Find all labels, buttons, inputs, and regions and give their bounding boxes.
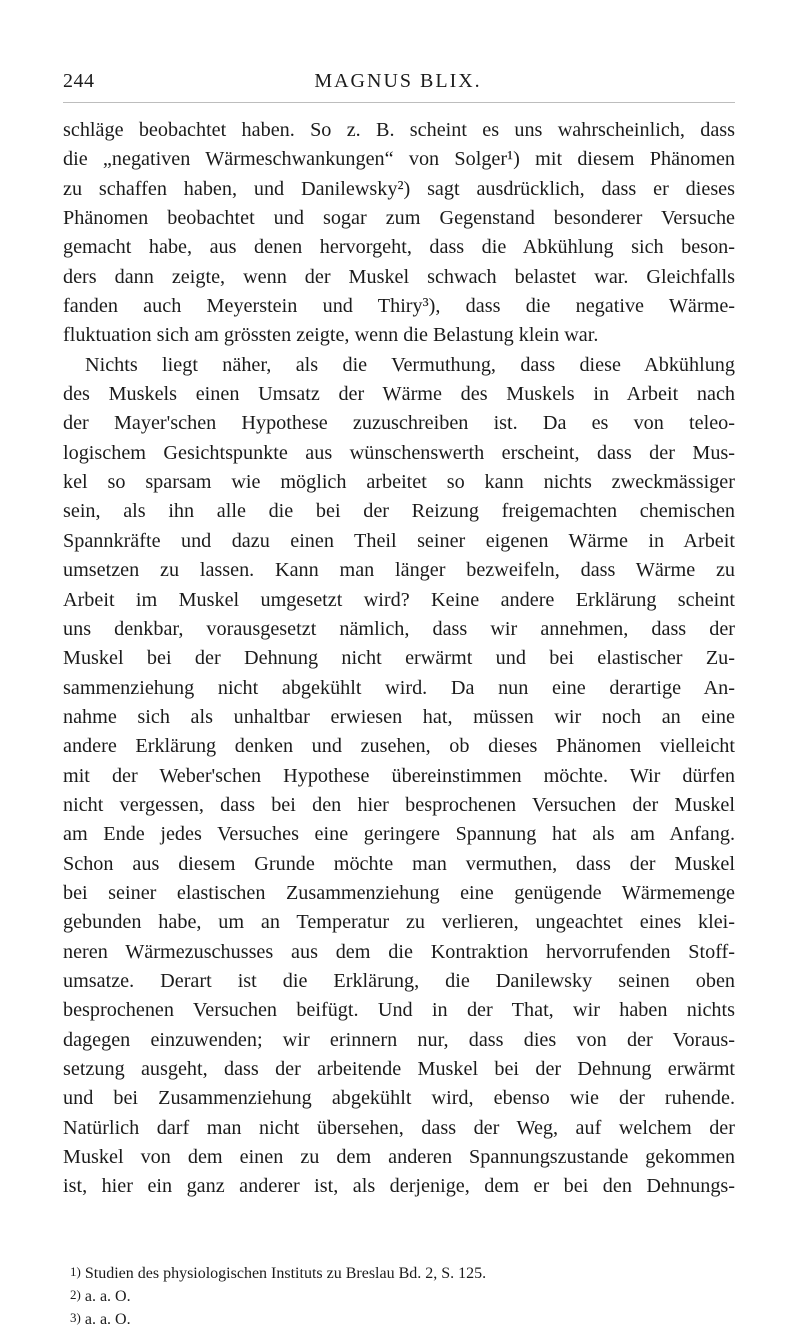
running-head: MAGNUS BLIX. <box>314 70 482 92</box>
text-line: setzung ausgeht, dass der arbeitende Muskel bei der Dehnung erwärmt <box>63 1058 735 1080</box>
text-line: Spannkräfte und dazu einen Theil seiner eigenen Wärme in Arbeit <box>63 529 735 552</box>
text-line: neren Wärmezuschusses aus dem die Kontraktion hervorrufenden Stoff- <box>63 940 735 963</box>
text-line: sein, als ihn alle die bei der Reizung freigemachten chemischen <box>63 500 735 523</box>
text-line: des Muskels einen Umsatz der Wärme des Muskels in Arbeit nach <box>63 383 735 406</box>
footnote-number: 1) <box>70 1264 81 1279</box>
text-line: schläge beobachtet haben. So z. B. scheint es uns wahrscheinlich, dass <box>63 119 735 141</box>
text-line: Phänomen beobachtet und sogar zum Gegenstand besonderer Versuche <box>63 207 735 230</box>
text-line: gebunden habe, um an Temperatur zu verlieren, ungeachtet eines klei- <box>63 911 735 934</box>
text-line: fanden auch Meyerstein und Thiry³), dass die negative Wärme- <box>63 295 735 318</box>
text-line: andere Erklärung denken und zusehen, ob dieses Phänomen vielleicht <box>63 735 735 758</box>
text-line: uns denkbar, vorausgesetzt nämlich, dass wir annehmen, dass der <box>63 617 735 640</box>
text-line: ist, hier ein ganz anderer ist, als derjenige, dem er bei den Dehnungs- <box>63 1175 735 1198</box>
text-line: kel so sparsam wie möglich arbeitet so kann nichts zweckmässiger <box>63 471 735 494</box>
text-line: fluktuation sich am grössten zeigte, wenn die Belastung klein war. <box>63 324 599 347</box>
text-line: umsatze. Derart ist die Erklärung, die Danilewsky seinen oben <box>63 969 735 992</box>
text-line: und bei Zusammenziehung abgekühlt wird, ebenso wie der ruhende. <box>63 1087 735 1110</box>
text-line: Muskel von dem einen zu dem anderen Spannungszustande gekommen <box>63 1146 735 1169</box>
text-line: Natürlich darf man nicht übersehen, dass der Weg, auf welchem der <box>63 1116 735 1139</box>
header-rule <box>63 102 735 103</box>
footnote <box>70 1261 730 1284</box>
footnote-text: a. a. O. <box>84 1288 131 1305</box>
page-header <box>63 70 733 100</box>
text-line: dagegen einzuwenden; wir erinnern nur, dass dies von der Voraus- <box>63 1028 735 1051</box>
page-number: 244 <box>63 70 95 92</box>
text-line: bei seiner elastischen Zusammenziehung eine genügende Wärmemenge <box>63 881 735 904</box>
text-line: logischem Gesichtspunkte aus wünschenswerth erscheint, dass der Mus- <box>63 441 735 464</box>
text-line: sammenziehung nicht abgekühlt wird. Da nun eine derartige An- <box>63 676 735 699</box>
footnote <box>70 1284 730 1307</box>
text-line: zu schaffen haben, und Danilewsky²) sagt ausdrücklich, dass er dieses <box>63 177 735 200</box>
text-line: Muskel bei der Dehnung nicht erwärmt und bei elastischer Zu- <box>63 647 735 670</box>
text-line: Nichts liegt näher, als die Vermuthung, dass diese Abkühlung <box>85 353 735 376</box>
text-line: umsetzen zu lassen. Kann man länger bezweifeln, dass Wärme zu <box>63 559 735 582</box>
footnote-number: 2) <box>70 1287 81 1302</box>
footnotes <box>70 1261 730 1330</box>
text-line: der Mayer'schen Hypothese zuzuschreiben ist. Da es von teleo- <box>63 412 735 435</box>
body-text <box>63 116 735 1202</box>
text-line: Schon aus diesem Grunde möchte man vermuthen, dass der Muskel <box>63 852 735 875</box>
text-line: Arbeit im Muskel umgesetzt wird? Keine andere Erklärung scheint <box>63 588 735 611</box>
text-line: nicht vergessen, dass bei den hier besprochenen Versuchen der Muskel <box>63 793 735 816</box>
text-line: gemacht habe, aus denen hervorgeht, dass die Abkühlung sich beson- <box>63 236 735 259</box>
text-line: die „negativen Wärmeschwankungen“ von Solger¹) mit diesem Phänomen <box>63 148 735 171</box>
text-line: besprochenen Versuchen beifügt. Und in der That, wir haben nichts <box>63 999 735 1022</box>
footnote-text: a. a. O. <box>84 1311 131 1328</box>
text-line: nahme sich als unhaltbar erwiesen hat, müssen wir noch an eine <box>63 705 735 728</box>
text-line: mit der Weber'schen Hypothese übereinstimmen möchte. Wir dürfen <box>63 764 735 787</box>
text-line: ders dann zeigte, wenn der Muskel schwach belastet war. Gleichfalls <box>63 265 735 288</box>
footnote <box>70 1307 730 1330</box>
footnote-number: 3) <box>70 1310 81 1325</box>
footnote-text: Studien des physiologischen Instituts zu Breslau Bd. 2, S. 125. <box>84 1265 487 1282</box>
text-line: am Ende jedes Versuches eine geringere Spannung hat als am Anfang. <box>63 823 735 846</box>
